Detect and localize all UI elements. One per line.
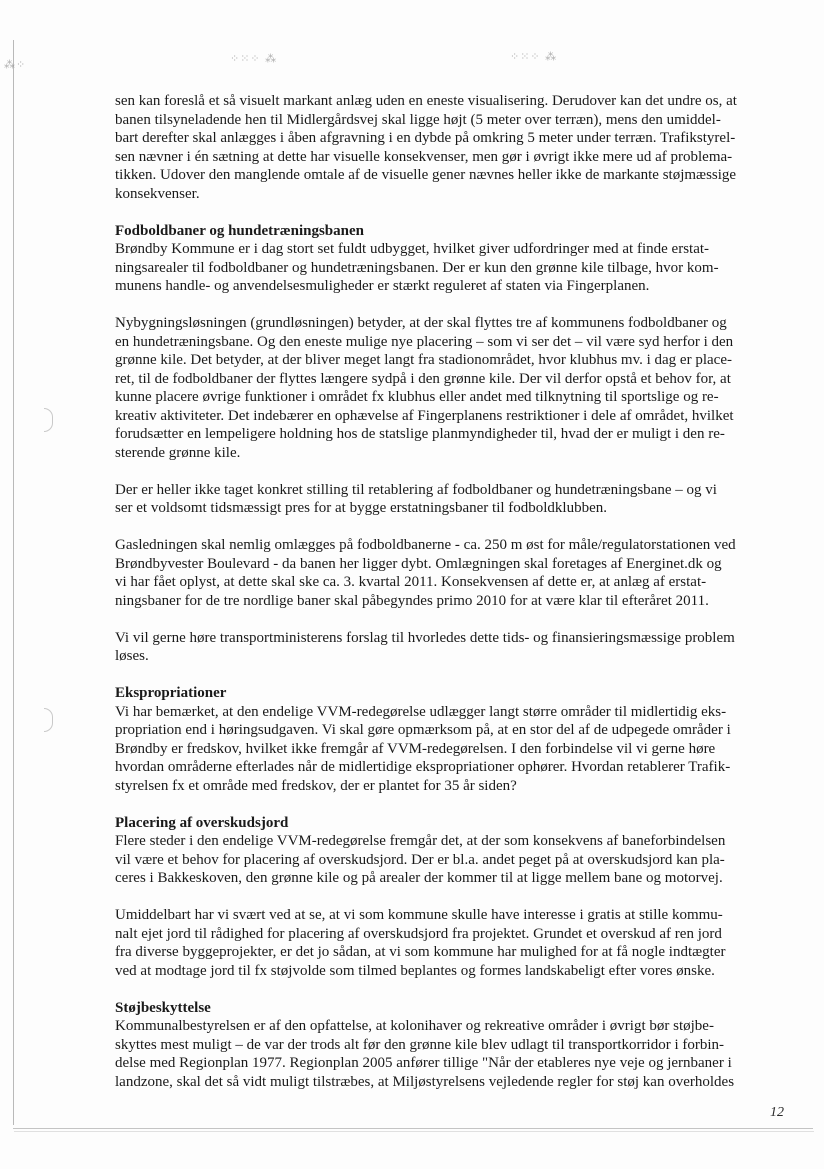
section-heading: Støjbeskyttelse [115, 999, 211, 1016]
scan-noise-mark: ⁂⁘ [4, 58, 27, 71]
document-section [115, 684, 785, 795]
text-line: en hundetræningsbane. Og den eneste mulige nye placering – som vi ser det – vil være syd herfor i den [115, 333, 734, 350]
text-line: sen kan foreslå et så visuelt markant anlæg uden en eneste visualisering. Derudover kan det undre os, at [115, 93, 737, 109]
document-section [115, 222, 785, 666]
body-paragraph [115, 832, 785, 888]
text-line: tikken. Udover den manglende omtale af de visuelle gener nævnes heller ikke de markante støjmæssige [115, 167, 737, 183]
text-line: kunne placere øvrige funktioner i området fx klubhus eller andet med tilknytning til sportslige og re- [115, 389, 719, 405]
text-line: Vi vil gerne høre transportministerens forslag til hvorledes dette tids- og finansieringsmæssige problem [115, 629, 735, 646]
text-line: Kommunalbestyrelsen er af den opfattelse, at kolonihaver og rekreative områder i øvrigt bør støjbe- [115, 1018, 714, 1034]
text-line: ret, til de fodboldbaner der flyttes længere sydpå i den grønne kile. Der vil derfor opstå et behov for, at [115, 370, 731, 387]
text-line: Der er heller ikke taget konkret stilling til retablering af fodboldbaner og hundetræningsbane – og vi [115, 481, 717, 498]
scan-noise-mark: ⁘⁙⁘ ⁂ [230, 52, 278, 65]
text-line: ceres i Bakkeskoven, den grønne kile og på arealer der kommer til at ligge mellem bane og motorvej. [115, 870, 723, 886]
text-line: skyttes mest muligt – de var der trods alt før den grønne kile blev udlagt til transportkorridor i forbin- [115, 1036, 725, 1053]
text-line: munens handle- og anvendelsesmuligheder er stærkt reguleret af staten via Fingerplanen. [115, 278, 650, 294]
body-paragraph [115, 92, 785, 203]
text-line: ningsarealer til fodboldbaner og hundetræningsbanen. Der er kun den grønne kile tilbage, hvor kom- [115, 259, 719, 276]
text-line: vi har fået oplyst, at dette skal ske ca. 3. kvartal 2011. Konsekvensen af dette er, at anlæg af erstat- [115, 574, 707, 590]
text-line: ser et voldsomt tidsmæssigt pres for at bygge erstatningsbaner til fodboldklubben. [115, 500, 608, 516]
body-paragraph [115, 906, 785, 980]
text-line: styrelsen fx et område med fredskov, der er plantet for 35 år siden? [115, 777, 517, 794]
punch-hole-mark [44, 408, 53, 432]
text-line: delse med Regionplan 1977. Regionplan 2005 anfører tillige "Når der etableres nye veje og jernbaner i [115, 1055, 732, 1071]
text-line: bart derefter skal anlægges i åben afgravning i en dybde på omkring 5 meter under terræn. Trafikstyrel- [115, 130, 736, 146]
body-paragraph [115, 629, 785, 666]
text-line: løses. [115, 648, 149, 664]
text-line: Nybygningsløsningen (grundløsningen) betyder, at der skal flyttes tre af kommunens fodboldbaner og [115, 315, 727, 331]
text-line: forudsætter en lempeligere holdning hos de statslige planmyndigheder til, hvad der er muligt i den re- [115, 426, 725, 442]
text-line: kreativ aktiviteter. Det indebærer en ophævelse af Fingerplanens restriktioner i dele af området, hvilket [115, 407, 734, 424]
text-line: konsekvenser. [115, 185, 200, 202]
text-line: vil være et behov for placering af overskudsjord. Der er bl.a. andet peget på at overskudsjord kan pla- [115, 851, 725, 868]
text-line: sterende grønne kile. [115, 444, 241, 461]
text-line: hvordan områderne efterlades når de midlertidige ekspropriationer ophører. Hvordan retablerer Trafik- [115, 759, 731, 775]
body-paragraph [115, 481, 785, 518]
scan-edge-line [13, 40, 14, 1125]
text-line: nalt ejet jord til rådighed for placering af overskudsjord fra projektet. Grundet et overskud af ren jord [115, 925, 722, 942]
text-line: propriation end i høringsudgaven. Vi skal gøre opmærksom på, at en stor del af de udpegede områder i [115, 722, 731, 738]
text-line: landzone, skal det så vidt muligt tilstræbes, at Miljøstyrelsens vejledende regler for støj kan overholdes [115, 1073, 735, 1090]
page-number: 12 [770, 1105, 784, 1120]
body-paragraph [115, 314, 785, 462]
body-paragraph [115, 1017, 785, 1091]
text-line: Brøndbyvester Boulevard - da banen her ligger dybt. Omlægningen skal foretages af Energinet.dk og [115, 555, 722, 572]
text-line: Vi har bemærket, at den endelige VVM-redegørelse udlægger langt større områder til midlertidig eks- [115, 703, 727, 720]
scan-bottom-edge [13, 1128, 813, 1129]
text-line: Flere steder i den endelige VVM-redegørelse fremgår det, at der som konsekvens af baneforbindelsen [115, 833, 726, 849]
text-line: banen tilsyneladende hen til Midlergårdsvej skal ligge højt (5 meter over terræn), mens den umiddel- [115, 111, 721, 128]
section-heading: Ekspropriationer [115, 685, 227, 701]
document-section [115, 999, 785, 1092]
text-line: ved at modtage jord til fx støjvolde som tilmed beplantes og formes landskabeligt efter vores ønske. [115, 962, 715, 979]
text-line: Brøndby Kommune er i dag stort set fuldt udbygget, hvilket giver udfordringer med at finde erstat- [115, 241, 710, 257]
scan-bottom-edge-shadow [14, 1131, 814, 1132]
body-paragraph [115, 703, 785, 796]
text-line: fra diverse byggeprojekter, er det jo sådan, at vi som kommune har mulighed for at få nogle indtægter [115, 944, 726, 960]
body-paragraph [115, 536, 785, 610]
body-paragraph [115, 240, 785, 296]
section-heading: Fodboldbaner og hundetræningsbanen [115, 222, 364, 239]
text-line: Umiddelbart har vi svært ved at se, at vi som kommune skulle have interesse i gratis at stille kommu- [115, 907, 723, 923]
document-body [115, 92, 785, 1110]
document-section [115, 814, 785, 981]
text-line: Brøndby er fredskov, hvilket ikke fremgår af VVM-redegørelsen. I den forbindelse vil vi gerne høre [115, 740, 716, 757]
text-line: Gasledningen skal nemlig omlægges på fodboldbanerne - ca. 250 m øst for måle/regulatorstationen ved [115, 537, 736, 553]
text-line: ningsbaner for de tre nordlige baner skal påbegyndes primo 2010 for at være klar til efteråret 2011. [115, 592, 709, 609]
text-line: grønne kile. Det betyder, at der bliver meget langt fra stadionområdet, hvor klubhus mv. i dag er place- [115, 352, 732, 368]
punch-hole-mark [44, 708, 53, 732]
section-heading: Placering af overskudsjord [115, 814, 289, 831]
scan-noise-mark: ⁘⁙⁘ ⁂ [510, 50, 558, 63]
text-line: sen nævner i én sætning at dette har visuelle konsekvenser, men gør i øvrigt ikke mere ud af problema- [115, 148, 733, 165]
document-section [115, 92, 785, 203]
